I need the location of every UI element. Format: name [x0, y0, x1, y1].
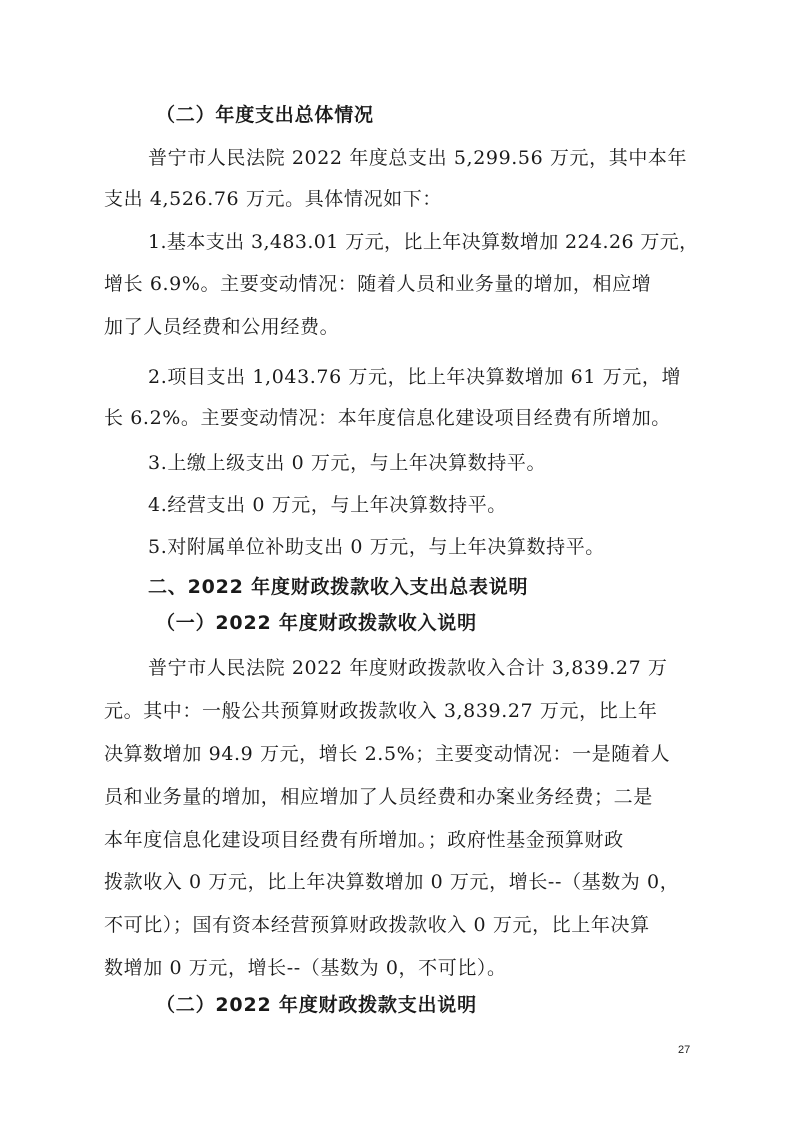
section-heading-fiscal-summary: 二、2022 年度财政拨款收入支出总表说明	[148, 576, 529, 598]
list-item-basic-expense: 1.基本支出 3,483.01 万元，比上年决算数增加 224.26 万元，	[148, 231, 699, 253]
paragraph-line: 普宁市人民法院 2022 年度总支出 5,299.56 万元，其中本年	[148, 147, 688, 169]
section-heading-fiscal-income: （一）2022 年度财政拨款收入说明	[156, 612, 477, 634]
paragraph-line: 本年度信息化建设项目经费有所增加。；政府性基金预算财政	[104, 829, 624, 851]
paragraph-line: 拨款收入 0 万元，比上年决算数增加 0 万元，增长--（基数为 0，	[104, 871, 680, 893]
paragraph-line: 决算数增加 94.9 万元，增长 2.5%；主要变动情况：一是随着人	[104, 743, 671, 765]
page-number: 27	[678, 1044, 691, 1056]
section-heading-expense-overview: （二）年度支出总体情况	[156, 104, 374, 126]
section-heading-fiscal-expense: （二）2022 年度财政拨款支出说明	[156, 994, 477, 1016]
paragraph-line: 员和业务量的增加，相应增加了人员经费和办案业务经费；二是	[104, 786, 653, 808]
paragraph-line: 元。其中：一般公共预算财政拨款收入 3,839.27 万元，比上年	[104, 700, 658, 722]
paragraph-line: 普宁市人民法院 2022 年度财政拨款收入合计 3,839.27 万	[148, 657, 668, 679]
paragraph-line: 不可比）；国有资本经营预算财政拨款收入 0 万元，比上年决算	[104, 914, 650, 936]
list-item-project-expense: 2.项目支出 1,043.76 万元，比上年决算数增加 61 万元，增	[148, 366, 682, 388]
list-item-operating-expense: 4.经营支出 0 万元，与上年决算数持平。	[148, 494, 507, 516]
paragraph-line: 支出 4,526.76 万元。具体情况如下：	[104, 188, 442, 210]
list-item-basic-expense-cont: 增长 6.9%。主要变动情况：随着人员和业务量的增加，相应增	[104, 273, 652, 295]
list-item-basic-expense-cont: 加了人员经费和公用经费。	[104, 316, 340, 338]
list-item-subsidy-expense: 5.对附属单位补助支出 0 万元，与上年决算数持平。	[148, 536, 605, 558]
list-item-remit-expense: 3.上缴上级支出 0 万元，与上年决算数持平。	[148, 452, 547, 474]
list-item-project-expense-cont: 长 6.2%。主要变动情况：本年度信息化建设项目经费有所增加。	[104, 407, 671, 429]
paragraph-line: 数增加 0 万元，增长--（基数为 0，不可比）。	[104, 957, 507, 979]
